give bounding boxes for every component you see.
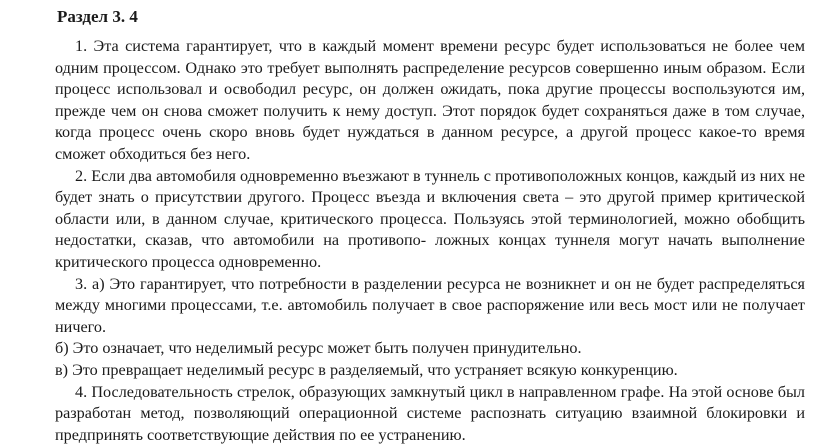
paragraph-3c: в) Это превращает неделимый ресурс в разделяемый, что устраняет всякую конкуренцию. [55, 360, 805, 382]
section-heading: Раздел 3. 4 [57, 6, 805, 28]
paragraph-3b: б) Это означает, что неделимый ресурс может быть получен принудительно. [55, 338, 805, 360]
paragraph-2: 2. Если два автомобиля одновременно въезжают в туннель с противоположных концов, каждый из них не будет знать о присутствии другого. Процесс въезда и включения света – это другой пример критической области или, в данном случае, критического процесса. Пользуясь этой терминологией, можно обобщить недостатки, сказав, что автомобили на противопо- ложных концах туннеля могут начать выполнение критического процесса одновременно. [55, 166, 805, 274]
paragraph-3a: 3. а) Это гарантирует, что потребности в разделении ресурса не возникнет и он не будет распределяться между многими процессами, т.е. автомобиль получает в свое распоряжение или весь мост или не получает ничего. [55, 274, 805, 339]
paragraph-4: 4. Последовательность стрелок, образующих замкнутый цикл в направленном графе. На этой основе был разработан метод, позволяющий операционной системе распознать ситуацию взаимной блокировки и предпринять соответствующие действия по ее устранению. [55, 382, 805, 446]
document-page [55, 6, 805, 446]
paragraph-1: 1. Эта система гарантирует, что в каждый момент времени ресурс будет использоваться не более чем одним процессом. Однако это требует выполнять распределение ресурсов совершенно иным образом. Если процесс использовал и освободил ресурс, он должен ожидать, пока другие процессы воспользуются им, прежде чем он снова сможет получить к нему доступ. Этот порядок будет сохраняться даже в том случае, когда процесс очень скоро вновь будет нуждаться в данном ресурсе, а другой процесс какое-то время сможет обходиться без него. [55, 36, 805, 166]
